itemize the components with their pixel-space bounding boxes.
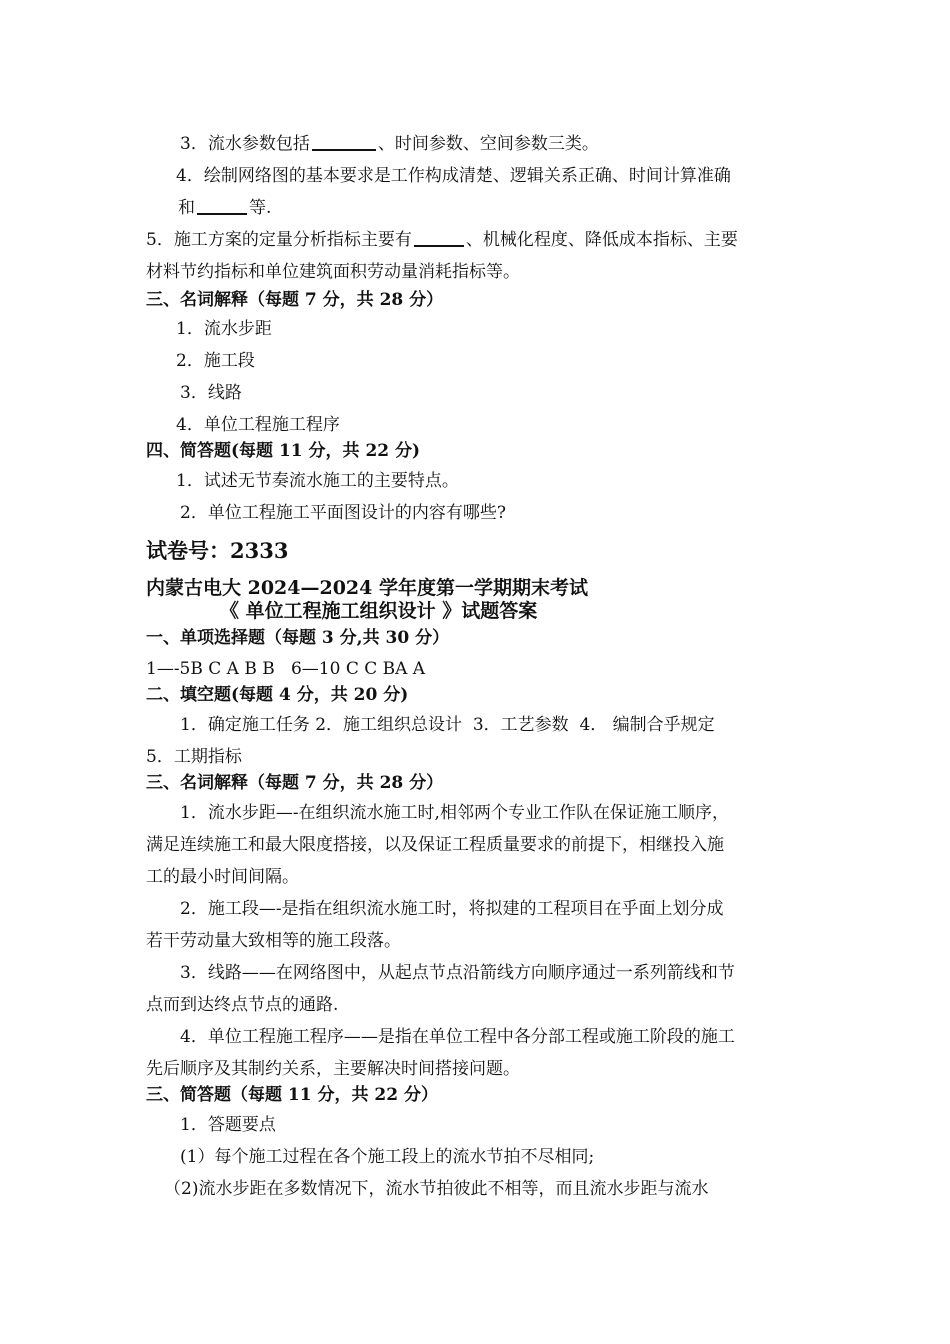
section4-item-1: 1．试述无节奏流水施工的主要特点。 xyxy=(176,471,459,491)
q3-text-pre: 3．流水参数包括 xyxy=(180,134,310,154)
q4-blank xyxy=(197,212,247,215)
section3-item-2: 2．施工段 xyxy=(176,351,255,371)
fill-blank-q5-line1 xyxy=(146,229,810,251)
answer-s3-p2-line2: 若干劳动量大致相等的施工段落。 xyxy=(146,931,401,951)
answer-s3-heading: 三、名词解释（每题 7 分，共 28 分） xyxy=(146,773,444,793)
answer-title-1: 内蒙古电大 2024—2024 学年度第一学期期末考试 xyxy=(146,577,588,599)
answer-s3-p1-line2: 满足连续施工和最大限度搭接，以及保证工程质量要求的前提下，相继投入施 xyxy=(146,835,724,855)
answer-s4-line3: （2)流水步距在多数情况下，流水节拍彼此不相等，而且流水步距与流水 xyxy=(164,1179,709,1199)
q5-text-post: 、机械化程度、降低成本指标、主要 xyxy=(465,230,738,250)
section3-item-1: 1．流水步距 xyxy=(176,319,272,339)
q5-text-pre: 5．施工方案的定量分析指标主要有 xyxy=(146,230,412,250)
answer-s4-heading: 三、简答题（每题 11 分，共 22 分） xyxy=(146,1085,438,1105)
q3-blank xyxy=(312,148,376,151)
fill-blank-q5-line2: 材料节约指标和单位建筑面积劳动量消耗指标等。 xyxy=(146,262,520,282)
q4-text-pre: 和 xyxy=(178,198,195,218)
q3-text-post: 、时间参数、空间参数三类。 xyxy=(377,134,599,154)
section3-item-4: 4．单位工程施工程序 xyxy=(176,415,340,435)
answer-s2-heading: 二、填空题(每题 4 分，共 20 分) xyxy=(146,685,409,705)
answer-s4-line2: (1）每个施工过程在各个施工段上的流水节拍不尽相同; xyxy=(180,1147,595,1167)
answer-s4-line1: 1．答题要点 xyxy=(180,1115,276,1135)
section4-item-2: 2．单位工程施工平面图设计的内容有哪些? xyxy=(180,503,506,523)
answer-s3-p4-line2: 先后顺序及其制约关系，主要解决时间搭接问题。 xyxy=(146,1059,520,1079)
section3-heading: 三、名词解释（每题 7 分，共 28 分） xyxy=(146,290,444,310)
answer-s3-p4-line1: 4．单位工程施工程序——是指在单位工程中各分部工程或施工阶段的施工 xyxy=(180,1027,735,1047)
answer-s1-heading: 一、单项选择题（每题 3 分,共 30 分） xyxy=(146,628,450,648)
fill-blank-q3 xyxy=(180,133,844,155)
q4-text-post: 等. xyxy=(249,198,272,218)
answer-s3-p3-line1: 3．线路——在网络图中，从起点节点沿箭线方向顺序通过一系列箭线和节 xyxy=(180,963,735,983)
q5-blank xyxy=(414,244,464,247)
answer-s3-p1-line3: 工的最小时间间隔。 xyxy=(146,867,299,887)
fill-blank-q4-line1: 4．绘制网络图的基本要求是工作构成清楚、逻辑关系正确、时间计算准确 xyxy=(176,166,731,186)
section4-heading: 四、简答题(每题 11 分，共 22 分) xyxy=(146,441,421,461)
answer-s3-p2-line1: 2．施工段—-是指在组织流水施工时，将拟建的工程项目在乎面上划分成 xyxy=(180,899,724,919)
answer-s1-answers: 1—-5B C A B B 6—10 C C BA A xyxy=(146,659,426,679)
fill-blank-q4-line2 xyxy=(178,197,842,219)
answer-s3-p1-line1: 1．流水步距—-在组织流水施工时,相邻两个专业工作队在保证施工顺序， xyxy=(180,803,729,823)
paper-number: 试卷号：2333 xyxy=(146,538,289,563)
answer-s2-line2: 5．工期指标 xyxy=(146,747,242,767)
answer-title-2: 《 单位工程施工组织设计 》试题答案 xyxy=(220,600,538,622)
section3-item-3: 3．线路 xyxy=(180,383,242,403)
answer-s3-p3-line2: 点而到达终点节点的通路. xyxy=(146,995,339,1015)
answer-s2-line1: 1．确定施工任务 2．施工组织总设计 3．工艺参数 4． 编制合乎规定 xyxy=(180,715,715,735)
